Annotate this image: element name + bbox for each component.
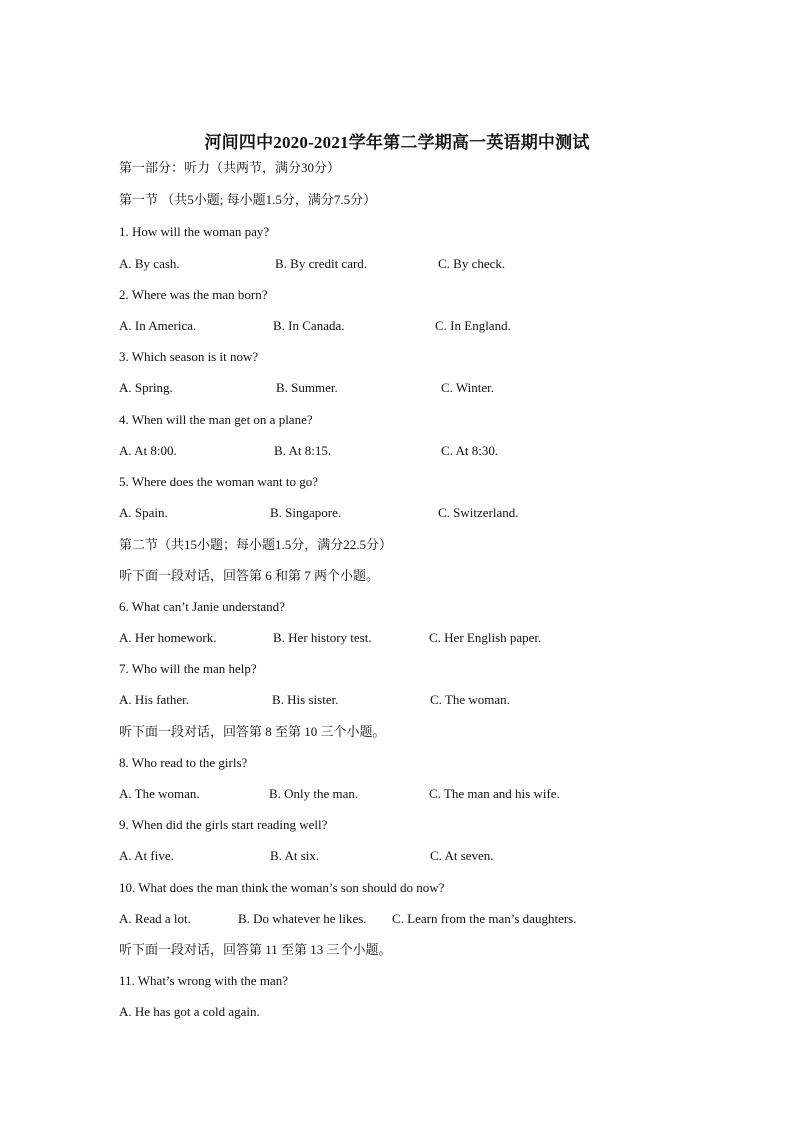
instruction-text: 听下面一段对话，回答第 6 和第 7 两个小题。 [119,568,380,583]
option-a: A. Read a lot. [119,911,191,926]
option-a: A. By cash. [119,256,180,271]
option-c: C. In England. [435,318,511,333]
option-b: B. Do whatever he likes. [238,911,367,926]
option-b: B. Only the man. [269,786,359,801]
section-heading: 第一节 （共5小题; 每小题1.5分，满分7.5分） [119,192,377,207]
option-b: B. His sister. [272,692,339,707]
question-text: 4. When will the man get on a plane? [119,412,313,427]
question-text: 1. How will the woman pay? [119,224,270,239]
option-b: B. Her history test. [273,630,372,645]
option-b: B. In Canada. [273,318,345,333]
option-b: B. Summer. [276,380,338,395]
question-text: 5. Where does the woman want to go? [119,474,319,489]
question-text: 6. What can’t Janie understand? [119,599,285,614]
option-b: B. By credit card. [275,256,368,271]
section-heading: 第二节（共15小题；每小题1.5分，满分22.5分） [119,537,393,552]
instruction-text: 听下面一段对话，回答第 8 至第 10 三个小题。 [119,724,386,739]
option-a: A. At 8:00. [119,443,177,458]
option-c: C. The woman. [430,692,510,707]
option-c: C. Switzerland. [438,505,519,520]
option-a: A. In America. [119,318,197,333]
option-a: A. Her homework. [119,630,217,645]
question-text: 9. When did the girls start reading well? [119,817,328,832]
question-text: 3. Which season is it now? [119,349,259,364]
option-c: C. At 8:30. [441,443,499,458]
question-text: 7. Who will the man help? [119,661,257,676]
option-a: A. Spring. [119,380,173,395]
option-c: C. By check. [438,256,506,271]
option-c: C. At seven. [430,848,494,863]
option-b: B. At 8:15. [274,443,332,458]
option-c: C. Her English paper. [429,630,542,645]
option-a: A. He has got a cold again. [119,1004,260,1019]
option-c: C. The man and his wife. [429,786,560,801]
option-a: A. At five. [119,848,174,863]
part-heading: 第一部分：听力（共两节，满分30分） [119,160,341,175]
page-title: 河间四中2020-2021学年第二学期高一英语期中测试 [204,133,590,152]
option-c: C. Winter. [441,380,495,395]
question-text: 2. Where was the man born? [119,287,268,302]
question-text: 11. What’s wrong with the man? [119,973,288,988]
instruction-text: 听下面一段对话，回答第 11 至第 13 三个小题。 [119,942,392,957]
option-c: C. Learn from the man’s daughters. [392,911,577,926]
option-b: B. At six. [270,848,320,863]
option-b: B. Singapore. [270,505,342,520]
question-text: 8. Who read to the girls? [119,755,248,770]
question-text: 10. What does the man think the woman’s son should do now? [119,880,445,895]
option-a: A. Spain. [119,505,168,520]
option-a: A. The woman. [119,786,200,801]
option-a: A. His father. [119,692,190,707]
